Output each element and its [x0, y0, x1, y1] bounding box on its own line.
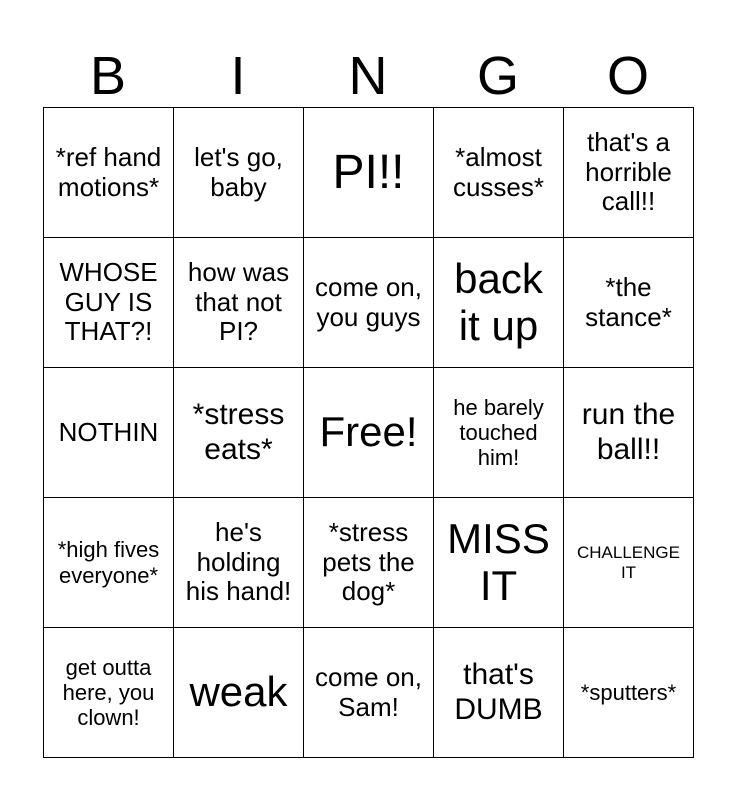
- bingo-cell-b3[interactable]: NOTHIN: [44, 368, 174, 498]
- board-row: [44, 368, 694, 498]
- bingo-cell-g5[interactable]: that's DUMB: [434, 628, 564, 758]
- bingo-cell-b2[interactable]: WHOSE GUY IS THAT?!: [44, 238, 174, 368]
- bingo-cell-o2[interactable]: *the stance*: [564, 238, 694, 368]
- bingo-cell-g2[interactable]: back it up: [434, 238, 564, 368]
- bingo-board: [43, 107, 694, 758]
- bingo-cell-n1[interactable]: PI!!: [304, 108, 434, 238]
- bingo-cell-g3[interactable]: he barely touched him!: [434, 368, 564, 498]
- bingo-cell-i5[interactable]: weak: [174, 628, 304, 758]
- bingo-cell-b5[interactable]: get outta here, you clown!: [44, 628, 174, 758]
- bingo-cell-o3[interactable]: run the ball!!: [564, 368, 694, 498]
- bingo-cell-i1[interactable]: let's go, baby: [174, 108, 304, 238]
- board-row: [44, 498, 694, 628]
- bingo-cell-g4[interactable]: MISS IT: [434, 498, 564, 628]
- bingo-cell-i4[interactable]: he's holding his hand!: [174, 498, 304, 628]
- header-letter-i: I: [230, 46, 246, 106]
- bingo-cell-o1[interactable]: that's a horrible call!!: [564, 108, 694, 238]
- board-row: [44, 238, 694, 368]
- bingo-cell-b1[interactable]: *ref hand motions*: [44, 108, 174, 238]
- header-letter-o: O: [606, 46, 649, 106]
- header-letter-n: N: [348, 46, 388, 106]
- board-row: [44, 108, 694, 238]
- header-letter-g: G: [476, 46, 519, 106]
- header-letter-b: B: [89, 46, 127, 106]
- bingo-cell-i3[interactable]: *stress eats*: [174, 368, 304, 498]
- bingo-cell-g1[interactable]: *almost cusses*: [434, 108, 564, 238]
- bingo-cell-i2[interactable]: how was that not PI?: [174, 238, 304, 368]
- bingo-header: [43, 44, 693, 108]
- free-space[interactable]: Free!: [304, 368, 434, 498]
- bingo-cell-b4[interactable]: *high fives everyone*: [44, 498, 174, 628]
- bingo-cell-n4[interactable]: *stress pets the dog*: [304, 498, 434, 628]
- bingo-cell-n5[interactable]: come on, Sam!: [304, 628, 434, 758]
- bingo-cell-n2[interactable]: come on, you guys: [304, 238, 434, 368]
- bingo-cell-o5[interactable]: *sputters*: [564, 628, 694, 758]
- bingo-cell-o4[interactable]: CHALLENGE IT: [564, 498, 694, 628]
- board-row: [44, 628, 694, 758]
